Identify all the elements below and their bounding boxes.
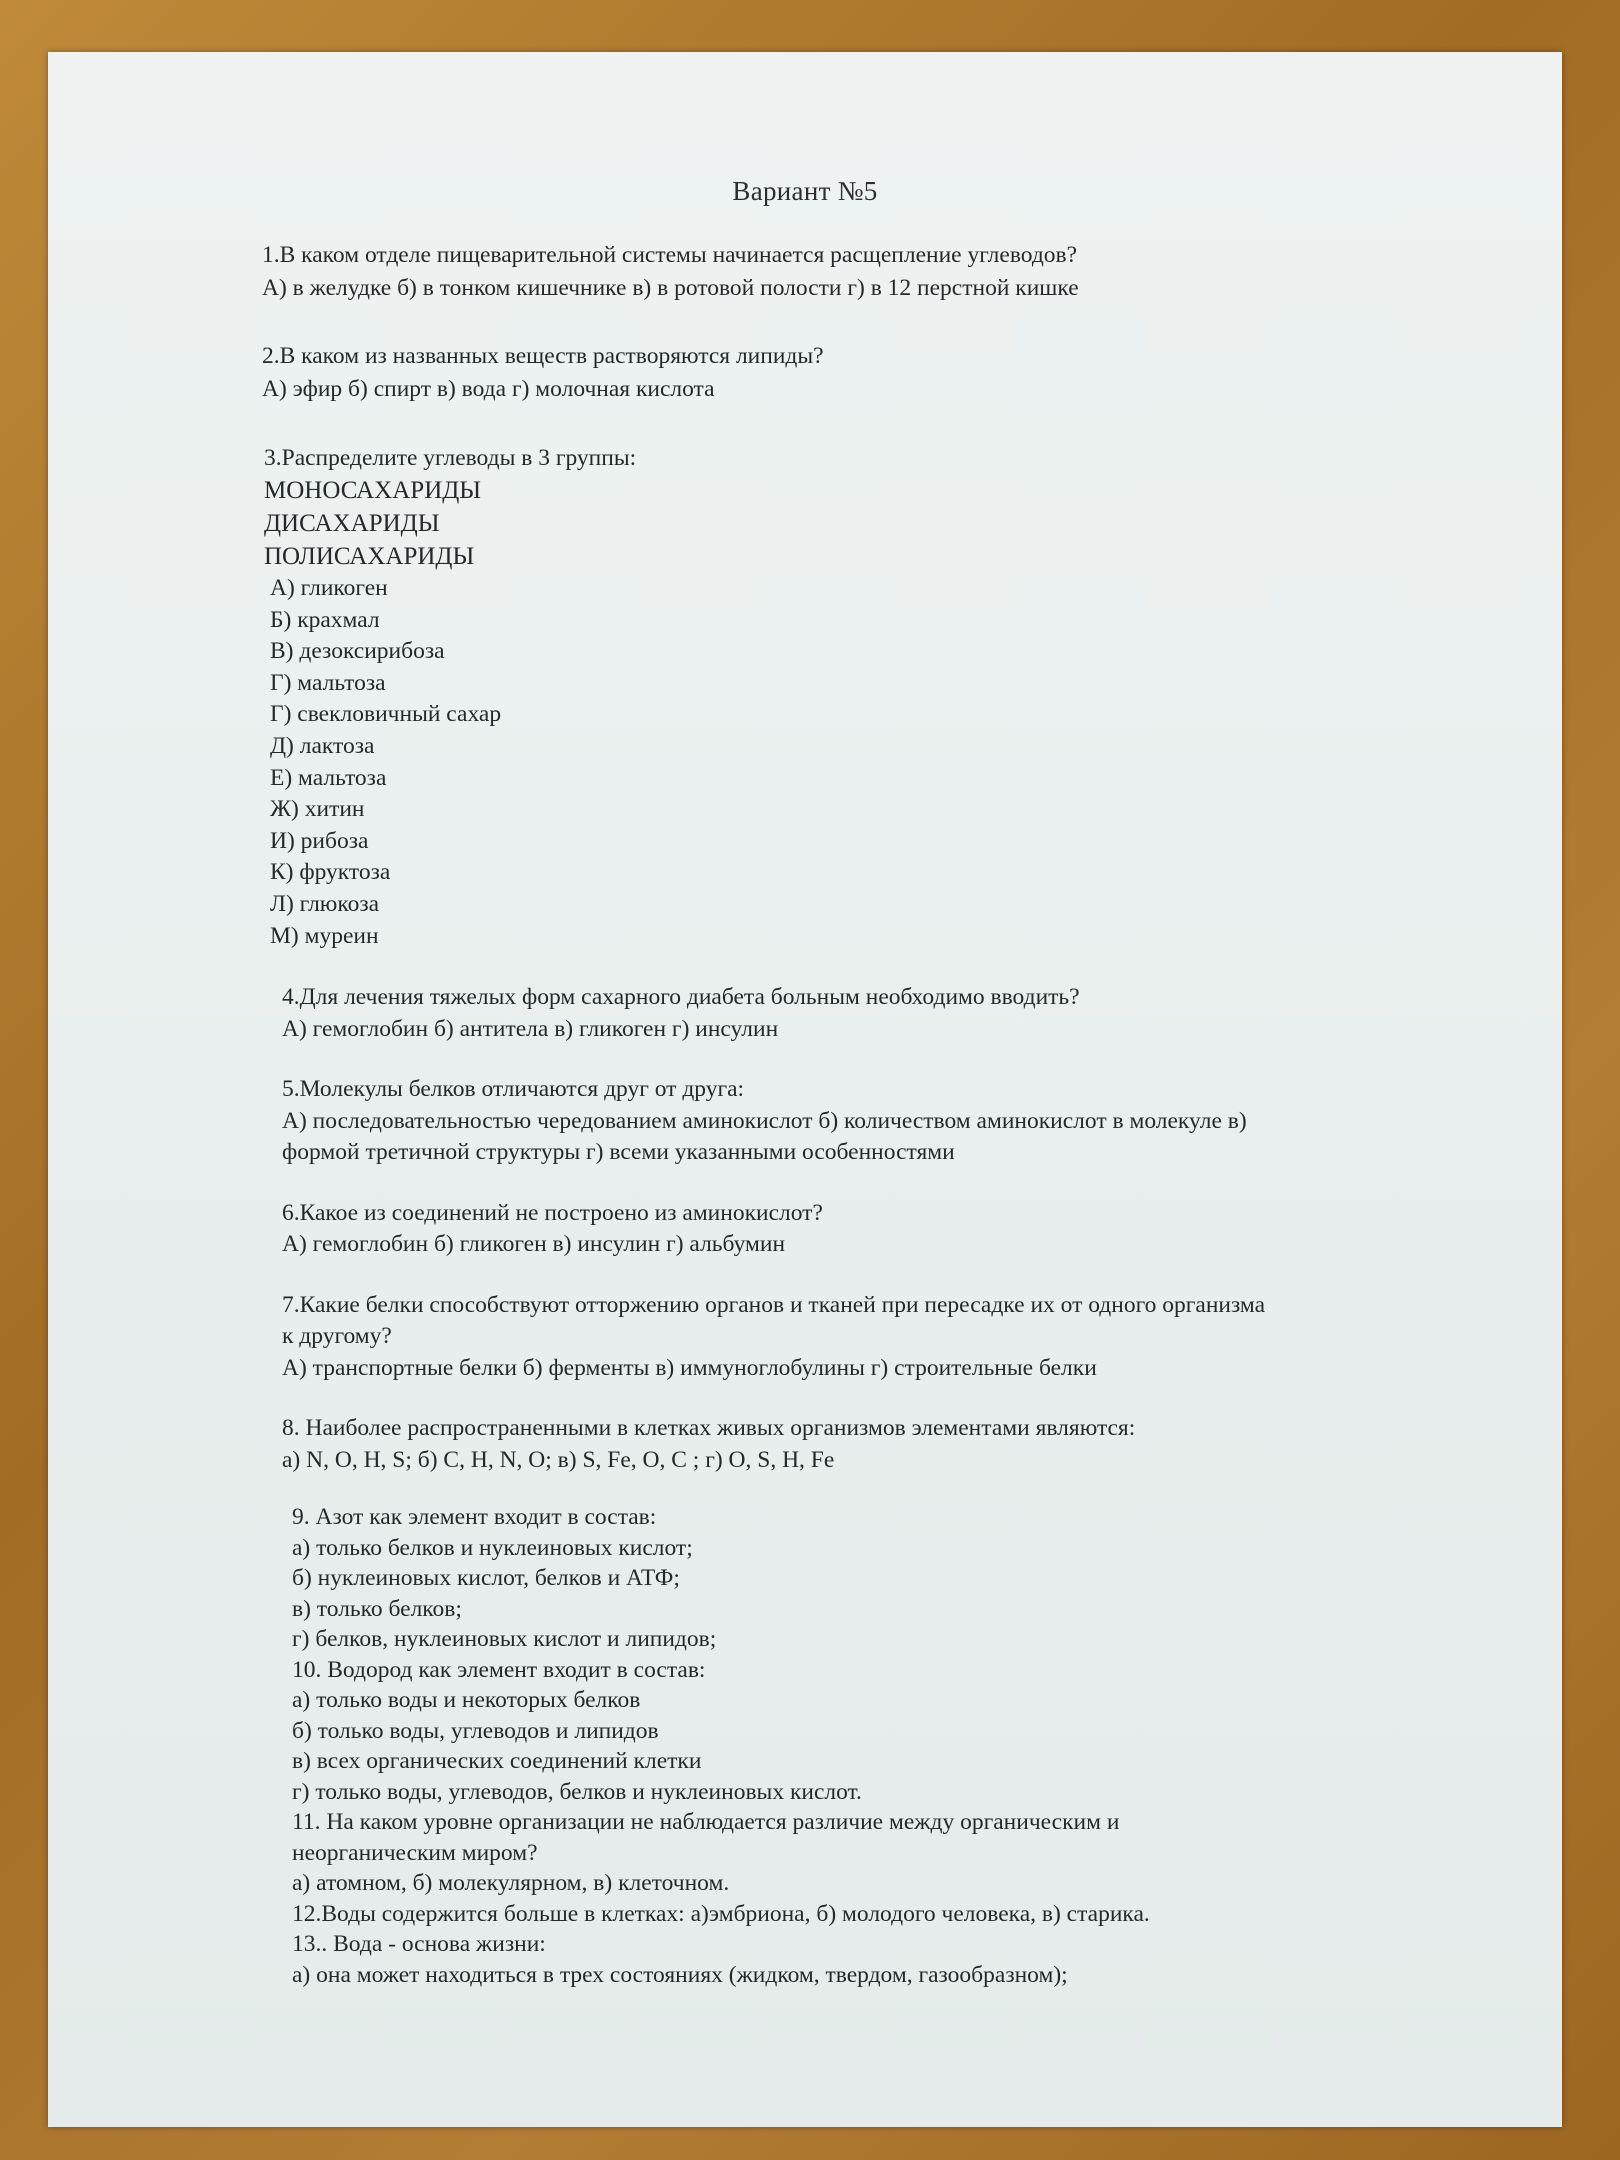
q5-question: 5.Молекулы белков отличаются друг от друга: <box>282 1076 745 1102</box>
q8-question: 8. Наиболее распространенными в клетках живых организмов элементами являются: <box>282 1415 1136 1441</box>
q3-item: А) гликоген <box>270 575 388 601</box>
q3-item: М) муреин <box>270 922 379 949</box>
q9-option: б) нуклеиновых кислот, белков и АТФ; <box>292 1565 680 1591</box>
q5-answers-line1: А) последовательностью чередованием аминокислот б) количеством аминокислот в молекуле в) <box>282 1107 1247 1134</box>
q3-item: Ж) хитин <box>270 796 365 823</box>
q12-question: 12.Воды содержится больше в клетках: а)эмбриона, б) молодого человека, в) старика. <box>292 1900 1150 1927</box>
q10-option: г) только воды, углеводов, белков и нуклеиновых кислот. <box>292 1778 862 1805</box>
q7-question-line1: 7.Какие белки способствуют отторжению органов и тканей при пересадке их от одного организма <box>282 1291 1266 1318</box>
q10-option: б) только воды, углеводов и липидов <box>292 1717 659 1744</box>
q3-group: ПОЛИСАХАРИДЫ <box>264 543 475 570</box>
q3-item: Б) крахмал <box>270 606 380 633</box>
questions-9-13 <box>292 1502 1150 1990</box>
q13-question: 13.. Вода - основа жизни: <box>292 1931 546 1957</box>
q9-question: 9. Азот как элемент входит в состав: <box>292 1504 657 1530</box>
q3-item: И) рибоза <box>270 827 369 854</box>
questions-1-2 <box>262 239 1079 405</box>
q6-answers: А) гемоглобин б) гликоген в) инсулин г) альбумин <box>282 1231 786 1257</box>
q8-answers: а) N, O, H, S; б) C, H, N, O; в) S, Fe, O, C ; г) O, S, H, Fe <box>282 1446 835 1473</box>
q1-question: 1.В каком отделе пищеварительной системы начинается расщепление углеводов? <box>262 242 1078 268</box>
q10-option: а) только воды и некоторых белков <box>292 1687 641 1713</box>
q9-option: г) белков, нуклеиновых кислот и липидов; <box>292 1626 717 1652</box>
q4-question: 4.Для лечения тяжелых форм сахарного диабета больным необходимо вводить? <box>282 984 1080 1010</box>
q2-answers: А) эфир б) спирт в) вода г) молочная кислота <box>262 375 715 402</box>
q3-item: Д) лактоза <box>270 732 375 759</box>
q3-item: К) фруктоза <box>270 859 391 886</box>
q11-answers: а) атомном, б) молекулярном, в) клеточном. <box>292 1870 730 1896</box>
q3-item: Г) свекловичный сахар <box>270 701 502 728</box>
question-3 <box>264 442 636 952</box>
q7-answers: А) транспортные белки б) ферменты в) иммуноглобулины г) строительные белки <box>282 1354 1097 1381</box>
q10-question: 10. Водород как элемент входит в состав: <box>292 1656 706 1683</box>
q1-answers: А) в желудке б) в тонком кишечнике в) в ротовой полости г) в 12 перстной кишке <box>262 274 1079 301</box>
q3-item: Е) мальтоза <box>270 764 387 791</box>
questions-4-8 <box>282 982 1265 1476</box>
q13-answer-a: а) она может находиться в трех состояниях (жидком, твердом, газообразном); <box>292 1961 1068 1988</box>
paper-sheet <box>48 52 1562 2127</box>
q3-group: ДИСАХАРИДЫ <box>264 510 440 537</box>
q4-answers: А) гемоглобин б) антитела в) гликоген г) инсулин <box>282 1015 779 1042</box>
q11-question-line1: 11. На каком уровне организации не наблюдается различие между органическим и <box>292 1809 1120 1835</box>
q3-item: Л) глюкоза <box>270 890 380 917</box>
q3-item: Г) мальтоза <box>270 669 386 696</box>
q9-option: а) только белков и нуклеиновых кислот; <box>292 1534 693 1561</box>
page-title: Вариант №5 <box>732 176 878 206</box>
q5-answers-line2: формой третичной структуры г) всеми указанными особенностями <box>282 1139 955 1165</box>
q7-question-line2: к другому? <box>282 1323 392 1349</box>
q3-item: В) дезоксирибоза <box>270 638 445 665</box>
q2-question: 2.В каком из названных веществ растворяются липиды? <box>262 343 824 369</box>
q6-question: 6.Какое из соединений не построено из аминокислот? <box>282 1199 823 1226</box>
q3-group: МОНОСАХАРИДЫ <box>264 477 482 504</box>
q3-question: 3.Распределите углеводы в 3 группы: <box>264 445 637 471</box>
q9-option: в) только белков; <box>292 1595 462 1622</box>
q10-option: в) всех органических соединений клетки <box>292 1748 702 1774</box>
q11-question-line2: неорганическим миром? <box>292 1839 538 1866</box>
